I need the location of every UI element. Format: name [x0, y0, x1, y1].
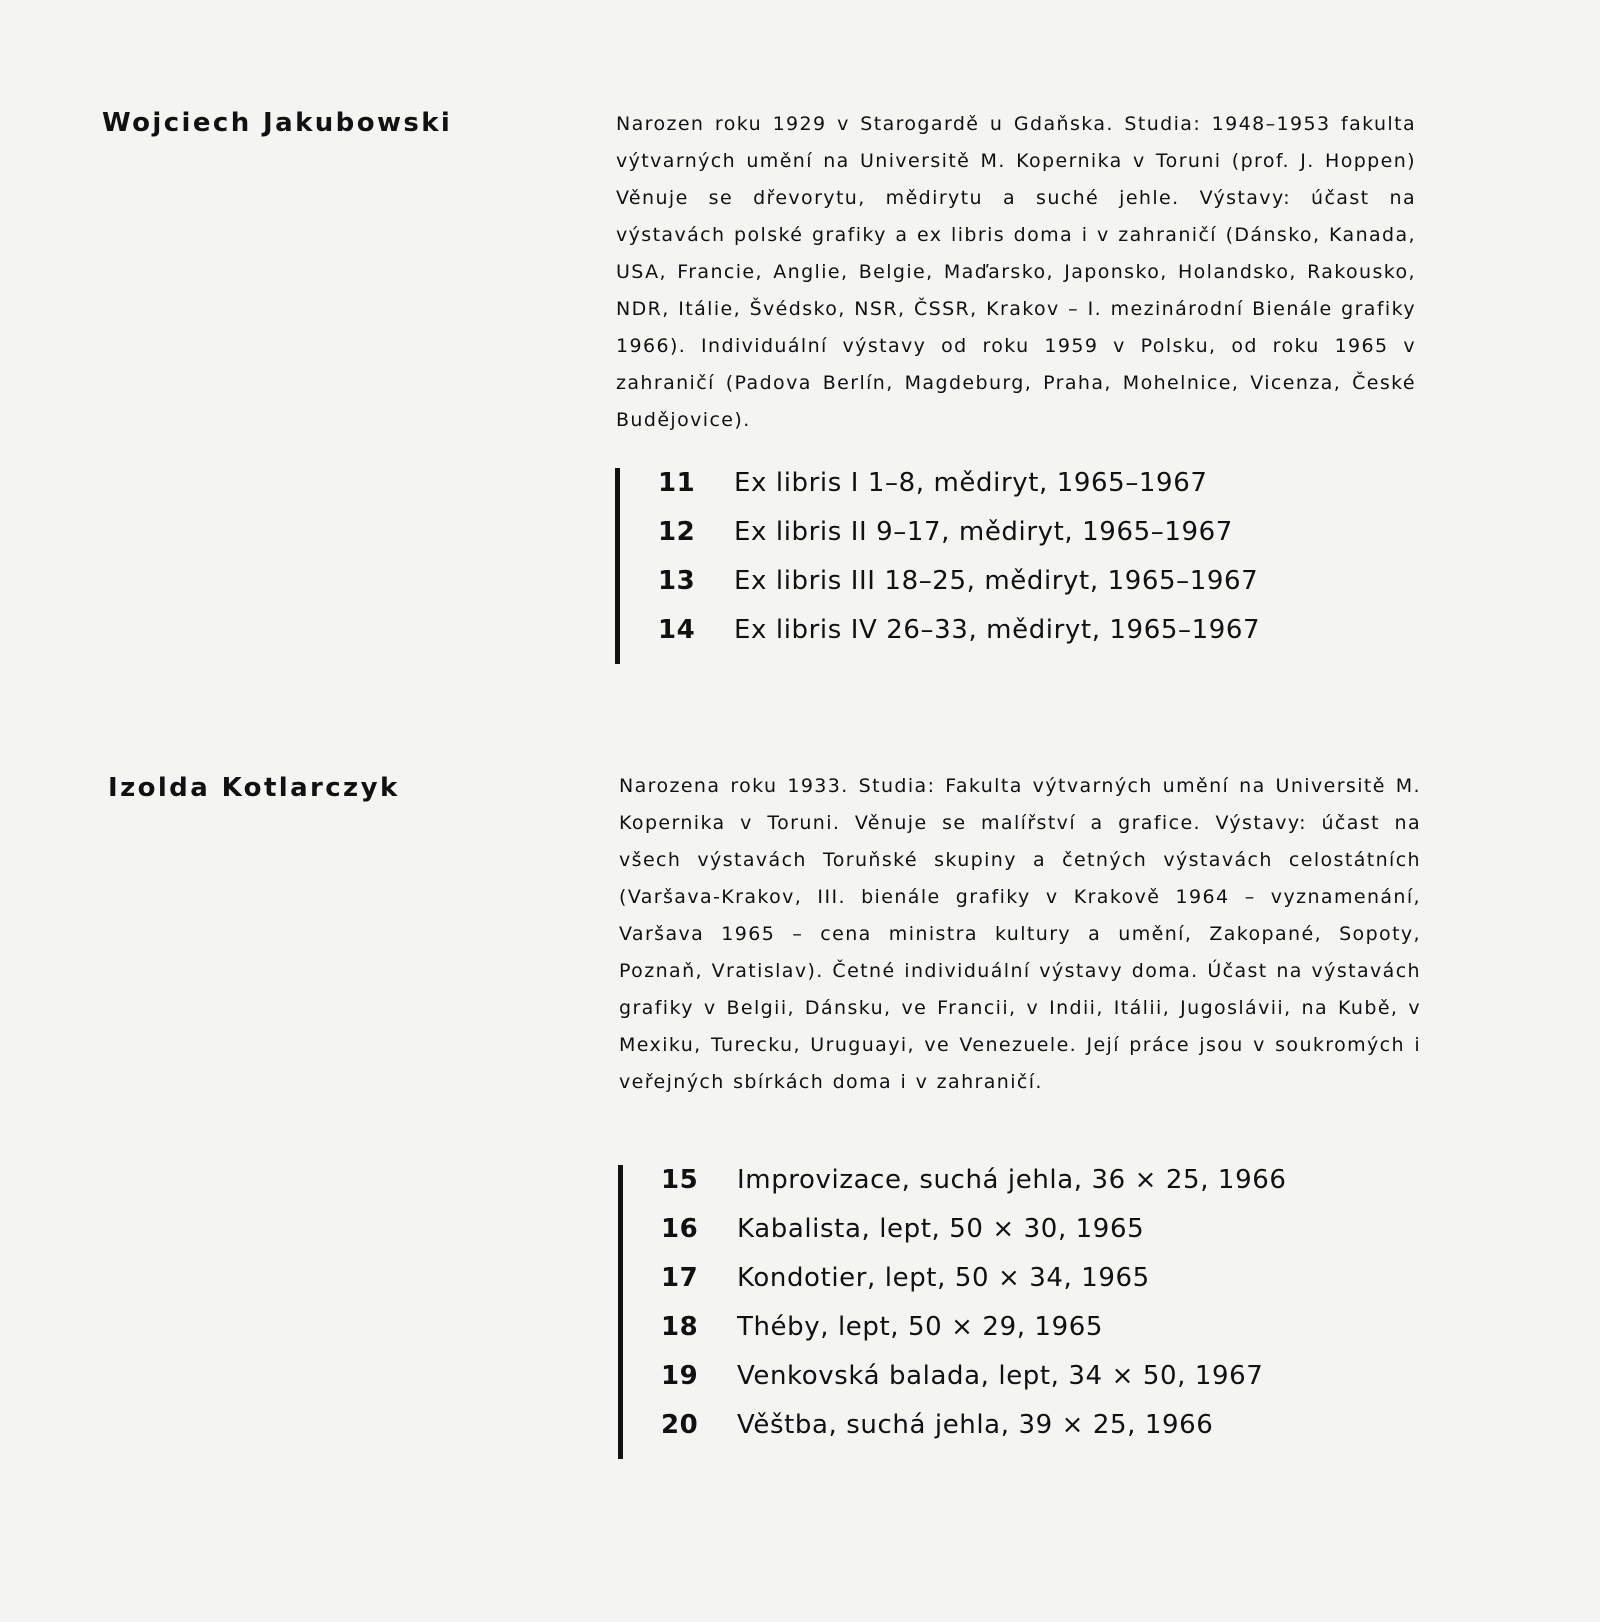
work-number: 12	[658, 517, 696, 547]
works-list	[615, 468, 1260, 664]
work-number: 13	[658, 566, 696, 596]
work-number: 11	[658, 468, 696, 498]
artist-biography: Narozen roku 1929 v Starogardě u Gdaňska. Studia: 1948–1953 fakulta výtvarných umění na Universitě M. Kopernika v Toruni (prof. J. Hoppen) Věnuje se dřevorytu, mědirytu a suché jehle. Výstavy: účast na výstavách polské grafiky a ex libris doma i v zahraničí (Dánsko, Kanada, USA, Francie, Anglie, Belgie, Maďarsko, Japonsko, Holandsko, Rakousko, NDR, Itálie, Švédsko, NSR, ČSSR, Krakov – I. mezinárodní Bienále grafiky 1966). Individuální výstavy od roku 1959 v Polsku, od roku 1965 v zahraničí (Padova Berlín, Magdeburg, Praha, Mohelnice, Vicenza, České Budějovice).	[616, 113, 1416, 431]
work-item	[658, 517, 1260, 566]
artist-name: Izolda Kotlarczyk	[108, 773, 400, 803]
work-item	[658, 615, 1260, 664]
work-number: 18	[661, 1312, 699, 1342]
work-item	[661, 1214, 1287, 1263]
work-number: 15	[661, 1165, 699, 1195]
work-item	[658, 468, 1260, 517]
work-number: 17	[661, 1263, 699, 1293]
work-title: Kondotier, lept, 50 × 34, 1965	[737, 1263, 1150, 1293]
work-item	[661, 1361, 1287, 1410]
work-item	[661, 1165, 1287, 1214]
work-title: Ex libris IV 26–33, mědiryt, 1965–1967	[734, 615, 1261, 645]
work-title: Ex libris III 18–25, mědiryt, 1965–1967	[734, 566, 1259, 596]
work-item	[661, 1410, 1287, 1459]
work-item	[658, 566, 1260, 615]
work-title: Ex libris I 1–8, mědiryt, 1965–1967	[734, 468, 1208, 498]
work-title: Théby, lept, 50 × 29, 1965	[737, 1312, 1104, 1342]
works-list	[618, 1165, 1287, 1459]
work-number: 20	[661, 1410, 699, 1440]
artist-biography: Narozena roku 1933. Studia: Fakulta výtvarných umění na Universitě M. Kopernika v Toruni. Věnuje se malířství a grafice. Výstavy: účast na všech výstavách Toruňské skupiny a četných výstavách celostátních (Varšava-Krakov, III. bienále grafiky v Krakově 1964 – vyznamenání, Varšava 1965 – cena ministra kultury a umění, Zakopané, Sopoty, Poznaň, Vratislav). Četné individuální výstavy doma. Účast na výstavách grafiky v Belgii, Dánsku, ve Francii, v Indii, Itálii, Jugoslávii, na Kubě, v Mexiku, Turecku, Uruguayi, ve Venezuele. Její práce jsou v soukromých i veřejných sbírkách doma i v zahraničí.	[619, 775, 1421, 1093]
work-title: Věštba, suchá jehla, 39 × 25, 1966	[737, 1410, 1214, 1440]
work-number: 14	[658, 615, 696, 645]
work-number: 16	[661, 1214, 699, 1244]
work-title: Kabalista, lept, 50 × 30, 1965	[737, 1214, 1145, 1244]
artist-name: Wojciech Jakubowski	[102, 108, 453, 138]
work-title: Venkovská balada, lept, 34 × 50, 1967	[737, 1361, 1264, 1391]
work-title: Ex libris II 9–17, mědiryt, 1965–1967	[734, 517, 1233, 547]
work-title: Improvizace, suchá jehla, 36 × 25, 1966	[737, 1165, 1287, 1195]
work-number: 19	[661, 1361, 699, 1391]
work-item	[661, 1263, 1287, 1312]
work-item	[661, 1312, 1287, 1361]
